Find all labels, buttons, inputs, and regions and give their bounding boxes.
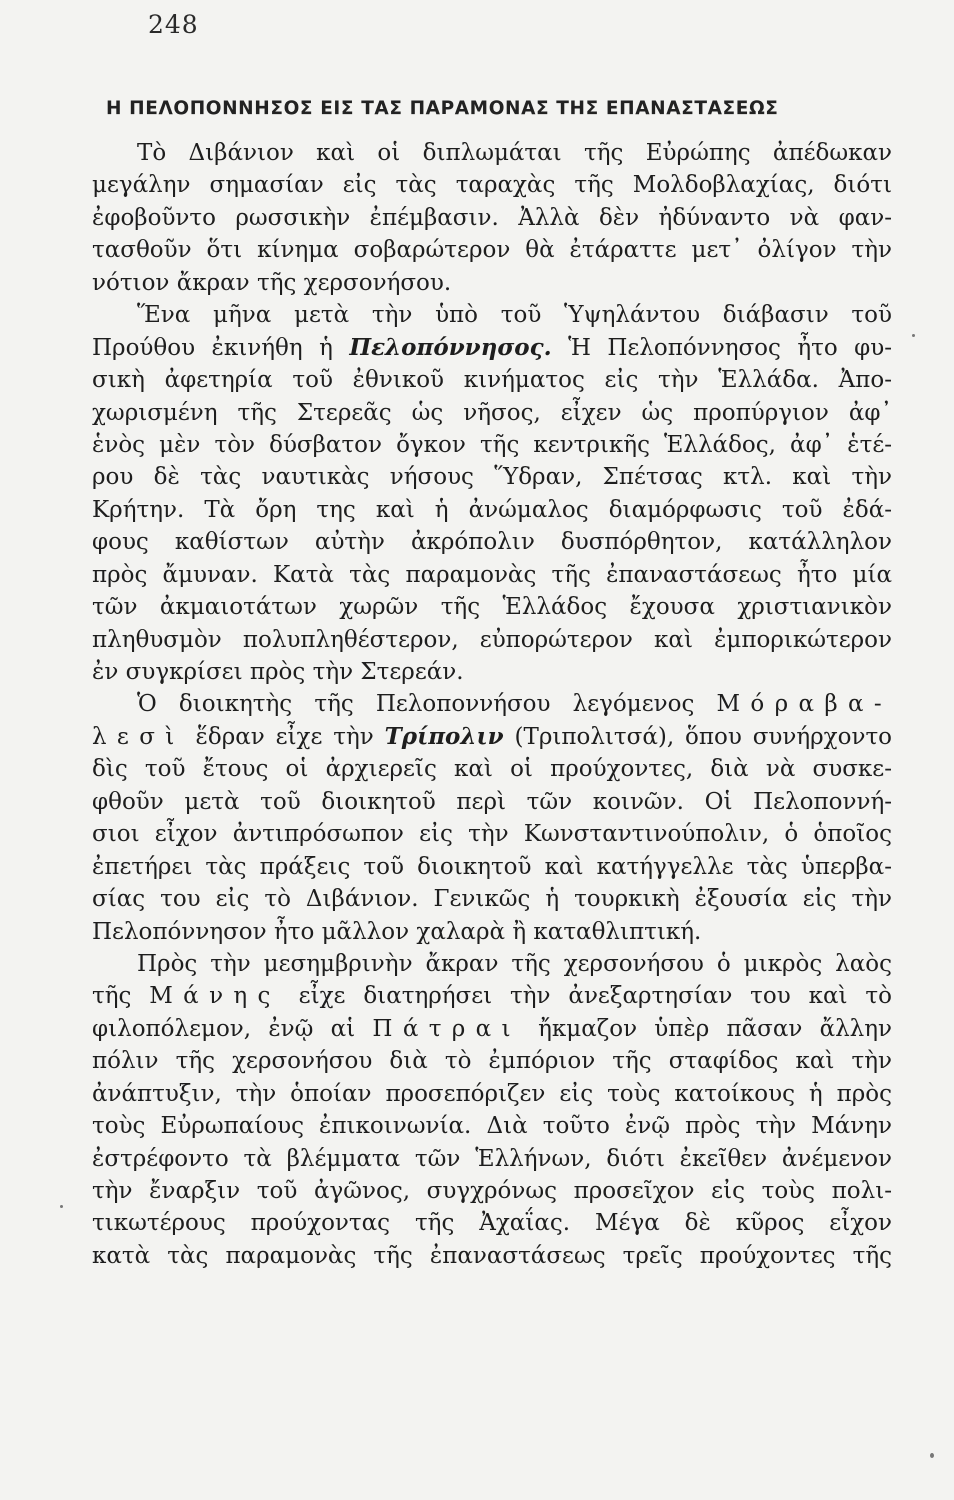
text-line: τοὺς Εὐρωπαίους ἐπικοινωνία. Διὰ τοῦτο ἐνῷ πρὸς τὴν Μάνην (92, 1113, 892, 1140)
text-line: τῶν ἀκμαιοτάτων χωρῶν τῆς Ἑλλάδος ἔχουσα χριστιανικὸν (92, 594, 892, 621)
text-line (92, 332, 892, 364)
text-line: ἐφοβοῦντο ρωσσικὴν ἐπέμβασιν. Ἀλλὰ δὲν ἠδύναντο νὰ φαν- (92, 204, 892, 231)
text-line: σικὴ ἀφετηρία τοῦ ἐθνικοῦ κινήματος εἰς τὴν Ἑλλάδα. Ἀπο- (92, 367, 892, 394)
text-line: ἐπετήρει τὰς πράξεις τοῦ διοικητοῦ καὶ κατήγγελλε τὰς ὑπερβα- (92, 853, 892, 880)
text-span: φιλοπόλεμον, ἐνῷ αἱ (92, 1015, 356, 1042)
spaced-name: λεσὶ (92, 723, 185, 750)
emphasized-name: Πελοπόννησος. (349, 333, 552, 361)
text-span: ἕδραν εἶχε τὴν (195, 723, 374, 750)
text-span: Ἡ Πελοπόννησος ἦτο φυ- (568, 334, 892, 361)
emphasized-name: Τρίπολιν (384, 722, 504, 750)
text-line: πληθυσμὸν πολυπληθέστερον, εὐπορώτερον καὶ ἐμπορικώτερον (92, 626, 892, 653)
text-line: τὴν ἔναρξιν τοῦ ἀγῶνος, συγχρόνως προσεῖχον εἰς τοὺς πολι- (92, 1178, 892, 1204)
body-text (92, 137, 892, 1272)
text-line: πρὸς ἄμυναν. Κατὰ τὰς παραμονὰς τῆς ἐπαναστάσεως ἦτο μία (92, 561, 892, 588)
text-line: Πρὸς τὴν μεσημβρινὴν ἄκραν τῆς χερσονήσου ὁ μικρὸς λαὸς (137, 950, 892, 977)
scan-speck (60, 1205, 63, 1208)
text-line: τασθοῦν ὅτι κίνημα σοβαρώτερον θὰ ἐτάραττε μετ᾽ ὀλίγον τὴν (92, 237, 892, 264)
text-line: τικωτέρους προύχοντας τῆς Ἀχαΐας. Μέγα δὲ κῦρος εἶχον (92, 1210, 892, 1237)
text-line: δὶς τοῦ ἔτους οἱ ἀρχιερεῖς καὶ οἱ προύχοντες, διὰ νὰ συσκε- (92, 756, 892, 783)
text-line: Πελοπόννησον ἦτο μᾶλλον χαλαρὰ ἢ καταθλιπτική. (92, 918, 702, 945)
text-span: τῆς (92, 983, 132, 1010)
text-line: κατὰ τὰς παραμονὰς τῆς ἐπαναστάσεως τρεῖς προύχοντες τῆς (92, 1242, 892, 1269)
text-span: εἶχε διατηρήσει τὴν ἀνεξαρτησίαν του καὶ τὸ (298, 983, 892, 1010)
text-span: Προύθου ἐκινήθη ἡ (92, 334, 333, 361)
text-line: ἀνάπτυξιν, τὴν ὁποίαν προσεπόριζεν εἰς τοὺς κατοίκους ἡ πρὸς (92, 1080, 892, 1107)
text-span: Ὁ διοικητὴς τῆς Πελοποννήσου λεγόμενος (137, 691, 695, 718)
text-line: Κρήτην. Τὰ ὄρη της καὶ ἡ ἀνώμαλος διαμόρφωσις τοῦ ἐδά- (92, 496, 892, 523)
text-line: πόλιν τῆς χερσονήσου διὰ τὸ ἐμπόριον τῆς σταφίδος καὶ τὴν (92, 1048, 892, 1075)
text-line (92, 688, 892, 720)
text-line: Ἕνα μῆνα μετὰ τὴν ὑπὸ τοῦ Ὑψηλάντου διάβασιν τοῦ (137, 302, 892, 329)
text-line: ρου δὲ τὰς ναυτικὰς νήσους Ὕδραν, Σπέτσας κτλ. καὶ τὴν (92, 464, 892, 491)
text-line: χωρισμένη τῆς Στερεᾶς ὡς νῆσος, εἶχεν ὡς προπύργιον ἀφ᾽ (92, 399, 892, 426)
spaced-name: Μάνης (149, 983, 281, 1010)
text-line: Τὸ Διβάνιον καὶ οἱ διπλωμάται τῆς Εὐρώπης ἀπέδωκαν (137, 140, 892, 166)
text-line: ἑνὸς μὲν τὸν δύσβατον ὄγκον τῆς κεντρικῆς Ἑλλάδος, ἀφ᾽ ἑτέ- (92, 431, 892, 458)
text-line: φθοῦν μετὰ τοῦ διοικητοῦ περὶ τῶν κοινῶν. Οἱ Πελοποννή- (92, 788, 892, 815)
spaced-name: Μόραβα- (716, 691, 892, 718)
text-line (92, 721, 892, 753)
text-line: νότιον ἄκραν τῆς χερσονήσου. (92, 269, 452, 296)
running-head: Η ΠΕΛΟΠΟΝΝΗΣΟΣ ΕΙΣ ΤΑΣ ΠΑΡΑΜΟΝΑΣ ΤΗΣ ΕΠΑΝΑΣΤΑΣΕΩΣ (106, 98, 779, 119)
text-line: σιοι εἶχον ἀντιπρόσωπον εἰς τὴν Κωνσταντινούπολιν, ὁ ὁποῖος (92, 821, 892, 848)
text-span: ἤκμαζον ὑπὲρ πᾶσαν ἄλλην (538, 1015, 892, 1042)
text-line: σίας του εἰς τὸ Διβάνιον. Γενικῶς ἡ τουρκικὴ ἐξουσία εἰς τὴν (92, 886, 892, 913)
text-line: φους καθίστων αὐτὴν ἀκρόπολιν δυσπόρθητον, κατάλληλον (92, 529, 892, 556)
text-line (92, 1013, 892, 1045)
scan-speck (930, 1453, 934, 1458)
text-span: (Τριπολιτσά), ὅπου συνήρχοντο (514, 723, 892, 750)
scan-speck (912, 334, 915, 337)
page-number: 248 (148, 10, 199, 39)
text-line (92, 980, 892, 1012)
text-line: ἐν συγκρίσει πρὸς τὴν Στερεάν. (92, 659, 464, 685)
spaced-name: Πάτραι (372, 1015, 521, 1042)
text-line: ἐστρέφοντο τὰ βλέμματα τῶν Ἑλλήνων, διότι ἐκεῖθεν ἀνέμενον (92, 1145, 892, 1172)
text-line: μεγάλην σημασίαν εἰς τὰς ταραχὰς τῆς Μολδοβλαχίας, διότι (92, 172, 892, 199)
